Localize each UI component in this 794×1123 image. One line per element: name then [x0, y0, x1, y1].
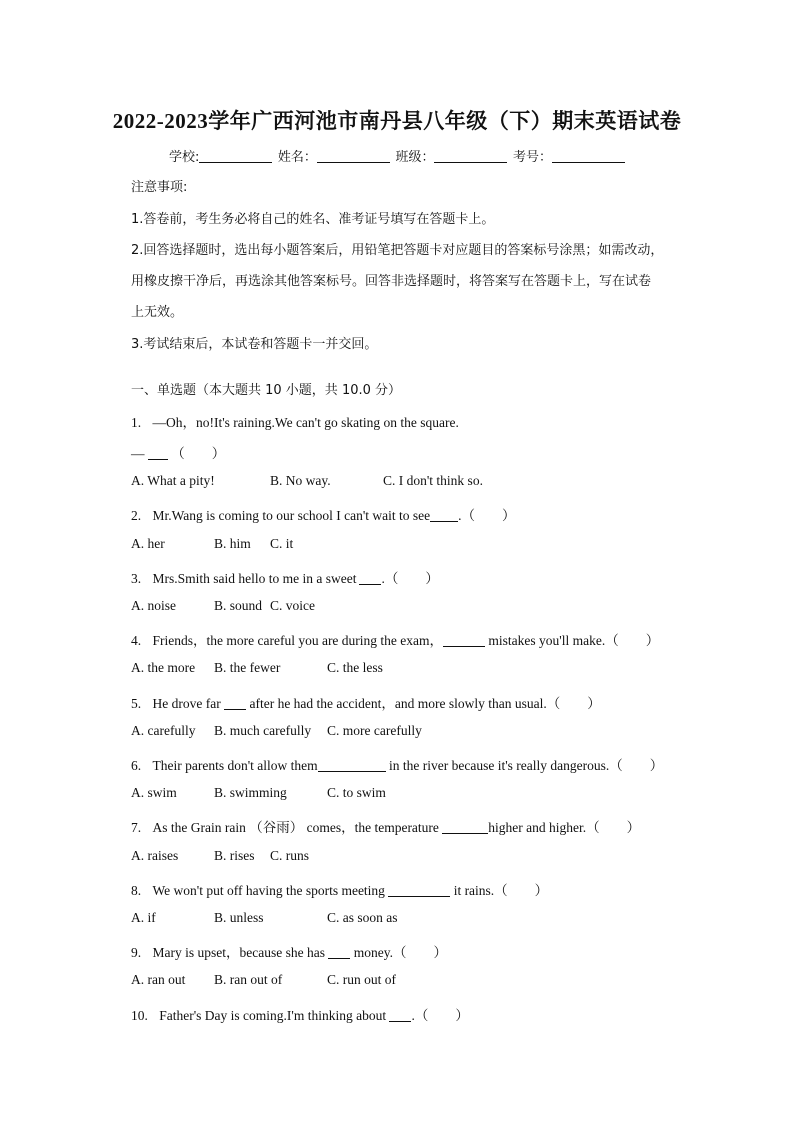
question-tail: .（ ） — [411, 1008, 469, 1023]
question-6 — [131, 754, 663, 774]
answer-blank[interactable] — [389, 1009, 411, 1022]
option-a[interactable]: A. the more — [131, 660, 196, 675]
option-b[interactable]: B. ran out of — [214, 972, 283, 987]
option-c[interactable]: C. more carefully — [327, 723, 422, 738]
answer-blank[interactable] — [443, 634, 485, 647]
question-1 — [131, 411, 459, 431]
question-10 — [131, 1004, 469, 1024]
student-info-line — [0, 146, 794, 166]
question-4 — [131, 629, 659, 649]
number-label: 考号： — [512, 150, 552, 165]
question-text: —Oh，no!It's raining.We can't go skating on the square. — [152, 415, 459, 430]
question-tail: in the river because it's really dangerous.（ ） — [389, 758, 664, 773]
question-3 — [131, 567, 439, 587]
class-blank[interactable] — [434, 148, 507, 163]
question-number: 3. — [131, 571, 142, 586]
question-number: 10. — [131, 1008, 148, 1023]
question-tail: higher and higher.（ ） — [488, 820, 641, 835]
answer-blank[interactable] — [318, 759, 386, 772]
section-heading: 一、单选题（本大题共 10 小题，共 10.0 分） — [131, 383, 402, 398]
option-c[interactable]: C. as soon as — [327, 910, 398, 925]
option-a[interactable]: A. swim — [131, 785, 177, 800]
question-number: 6. — [131, 758, 142, 773]
option-a[interactable]: A. her — [131, 536, 165, 551]
question-text: Father's Day is coming.I'm thinking about — [159, 1008, 387, 1023]
question-9 — [131, 941, 447, 961]
school-blank[interactable] — [199, 148, 272, 163]
name-label: 姓名： — [277, 150, 317, 165]
answer-blank[interactable] — [388, 884, 450, 897]
paren: （ ） — [171, 446, 226, 461]
notice-item-2-line-1: 2.回答选择题时，选出每小题答案后，用铅笔把答题卡对应题目的答案标号涂黑；如需改动， — [131, 243, 664, 258]
question-number: 1. — [131, 415, 142, 430]
option-b[interactable]: B. swimming — [214, 785, 287, 800]
option-b[interactable]: B. the fewer — [214, 660, 281, 675]
question-text: We won't put off having the sports meeting — [152, 883, 385, 898]
option-b[interactable]: B. him — [214, 536, 251, 551]
question-tail: .（ ） — [458, 508, 516, 523]
answer-blank[interactable] — [359, 572, 381, 585]
option-b[interactable]: B. rises — [214, 848, 255, 863]
question-number: 7. — [131, 820, 142, 835]
question-text: Their parents don't allow them — [152, 758, 318, 773]
option-a[interactable]: A. if — [131, 910, 156, 925]
question-number: 4. — [131, 633, 142, 648]
question-number: 2. — [131, 508, 142, 523]
question-text: Mr.Wang is coming to our school I can't wait to see — [152, 508, 431, 523]
option-a[interactable]: A. noise — [131, 598, 176, 613]
option-c[interactable]: C. the less — [327, 660, 383, 675]
name-blank[interactable] — [317, 148, 390, 163]
dash: — — [131, 446, 145, 461]
question-5 — [131, 692, 601, 712]
question-tail: it rains.（ ） — [453, 883, 549, 898]
option-c[interactable]: C. voice — [270, 598, 315, 613]
number-blank[interactable] — [552, 148, 625, 163]
question-text: Friends，the more careful you are during the exam， — [152, 633, 444, 648]
school-label: 学校: — [169, 150, 200, 165]
answer-blank[interactable] — [148, 447, 168, 460]
option-c[interactable]: C. runs — [270, 848, 310, 863]
notice-heading: 注意事项: — [131, 180, 188, 195]
answer-blank[interactable] — [442, 821, 488, 834]
question-2 — [131, 504, 516, 524]
answer-blank[interactable] — [328, 946, 350, 959]
option-a[interactable]: A. What a pity! — [131, 473, 215, 488]
question-tail: money.（ ） — [353, 945, 447, 960]
option-b[interactable]: B. No way. — [270, 473, 331, 488]
option-c[interactable]: C. to swim — [327, 785, 386, 800]
notice-item-2-line-2: 用橡皮擦干净后，再选涂其他答案标号。回答非选择题时，将答案写在答题卡上，写在试卷 — [131, 274, 652, 289]
question-text: As the Grain rain （谷雨） comes，the temperature — [152, 820, 439, 835]
option-b[interactable]: B. much carefully — [214, 723, 312, 738]
class-label: 班级： — [395, 150, 435, 165]
option-a[interactable]: A. raises — [131, 848, 179, 863]
exam-title: 2022-2023学年广西河池市南丹县八年级（下）期末英语试卷 — [112, 109, 682, 133]
notice-item-3: 3.考试结束后，本试卷和答题卡一并交回。 — [131, 337, 378, 352]
option-b[interactable]: B. unless — [214, 910, 264, 925]
question-number: 8. — [131, 883, 142, 898]
question-tail: after he had the accident，and more slowly than usual.（ ） — [249, 696, 601, 711]
option-c[interactable]: C. run out of — [327, 972, 396, 987]
answer-blank[interactable] — [430, 509, 458, 522]
question-number: 9. — [131, 945, 142, 960]
option-b[interactable]: B. sound — [214, 598, 263, 613]
notice-item-1: 1.答卷前，考生务必将自己的姓名、准考证号填写在答题卡上。 — [131, 212, 495, 227]
notice-item-2-line-3: 上无效。 — [131, 305, 184, 320]
question-8 — [131, 879, 548, 899]
question-text: He drove far — [152, 696, 221, 711]
answer-blank[interactable] — [224, 697, 246, 710]
question-7 — [131, 816, 640, 836]
option-c[interactable]: C. I don't think so. — [383, 473, 483, 488]
question-text: Mary is upset，because she has — [152, 945, 325, 960]
question-tail: .（ ） — [381, 571, 439, 586]
question-1-answer-line — [131, 442, 225, 462]
option-a[interactable]: A. ran out — [131, 972, 186, 987]
question-number: 5. — [131, 696, 142, 711]
question-tail: mistakes you'll make.（ ） — [488, 633, 660, 648]
question-text: Mrs.Smith said hello to me in a sweet — [152, 571, 357, 586]
option-a[interactable]: A. carefully — [131, 723, 196, 738]
option-c[interactable]: C. it — [270, 536, 294, 551]
